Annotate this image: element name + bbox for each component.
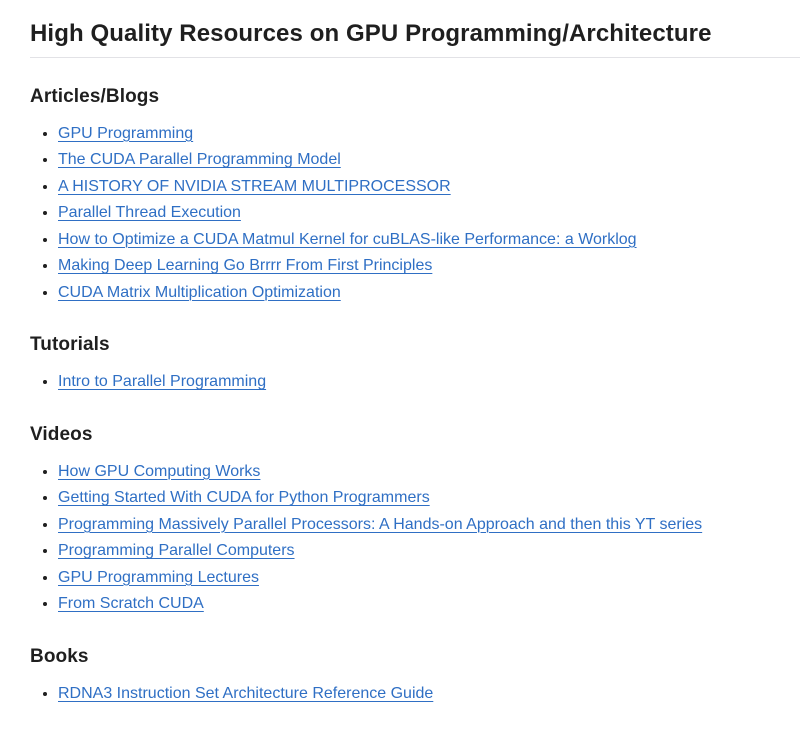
list-item bbox=[58, 459, 800, 486]
list-item bbox=[58, 280, 800, 307]
resource-link[interactable]: GPU Programming bbox=[58, 124, 194, 142]
resource-link[interactable]: How to Optimize a CUDA Matmul Kernel for cuBLAS-like Performance: a Worklog bbox=[58, 230, 637, 248]
list-item bbox=[58, 200, 800, 227]
list-item bbox=[58, 681, 800, 708]
section-heading: Tutorials bbox=[30, 334, 110, 356]
resource-link[interactable]: The CUDA Parallel Programming Model bbox=[58, 151, 341, 169]
section-heading: Articles/Blogs bbox=[30, 85, 160, 107]
resource-link[interactable]: Programming Massively Parallel Processors: A Hands-on Approach and then this YT series bbox=[58, 515, 703, 533]
sections-container bbox=[30, 86, 800, 708]
resource-link[interactable]: Getting Started With CUDA for Python Programmers bbox=[58, 489, 430, 507]
list-item bbox=[58, 174, 800, 201]
resource-link[interactable]: Parallel Thread Execution bbox=[58, 204, 241, 222]
section-heading: Books bbox=[30, 645, 89, 667]
list-item bbox=[58, 227, 800, 254]
list-item bbox=[58, 369, 800, 396]
list-item bbox=[58, 512, 800, 539]
list-item bbox=[58, 121, 800, 148]
resource-link[interactable]: How GPU Computing Works bbox=[58, 462, 261, 480]
resource-link[interactable]: Intro to Parallel Programming bbox=[58, 373, 267, 391]
list-item bbox=[58, 485, 800, 512]
list-item bbox=[58, 538, 800, 565]
resource-section bbox=[30, 646, 800, 708]
resource-link[interactable]: A HISTORY OF NVIDIA STREAM MULTIPROCESSOR bbox=[58, 177, 451, 195]
list-item bbox=[58, 591, 800, 618]
resource-link[interactable]: CUDA Matrix Multiplication Optimization bbox=[58, 283, 341, 301]
list-item bbox=[58, 147, 800, 174]
list-item bbox=[58, 565, 800, 592]
resource-link[interactable]: GPU Programming Lectures bbox=[58, 568, 259, 586]
resource-section bbox=[30, 86, 800, 307]
page-title: High Quality Resources on GPU Programming/Architecture bbox=[30, 20, 800, 58]
list-item bbox=[58, 253, 800, 280]
resource-section bbox=[30, 334, 800, 396]
link-list bbox=[30, 369, 800, 396]
resource-link[interactable]: Programming Parallel Computers bbox=[58, 542, 295, 560]
resource-link[interactable]: From Scratch CUDA bbox=[58, 595, 204, 613]
link-list bbox=[30, 459, 800, 618]
link-list bbox=[30, 121, 800, 307]
section-heading: Videos bbox=[30, 423, 93, 445]
resource-link[interactable]: RDNA3 Instruction Set Architecture Reference Guide bbox=[58, 684, 434, 702]
resource-section bbox=[30, 424, 800, 618]
link-list bbox=[30, 681, 800, 708]
resource-link[interactable]: Making Deep Learning Go Brrrr From First Principles bbox=[58, 257, 433, 275]
